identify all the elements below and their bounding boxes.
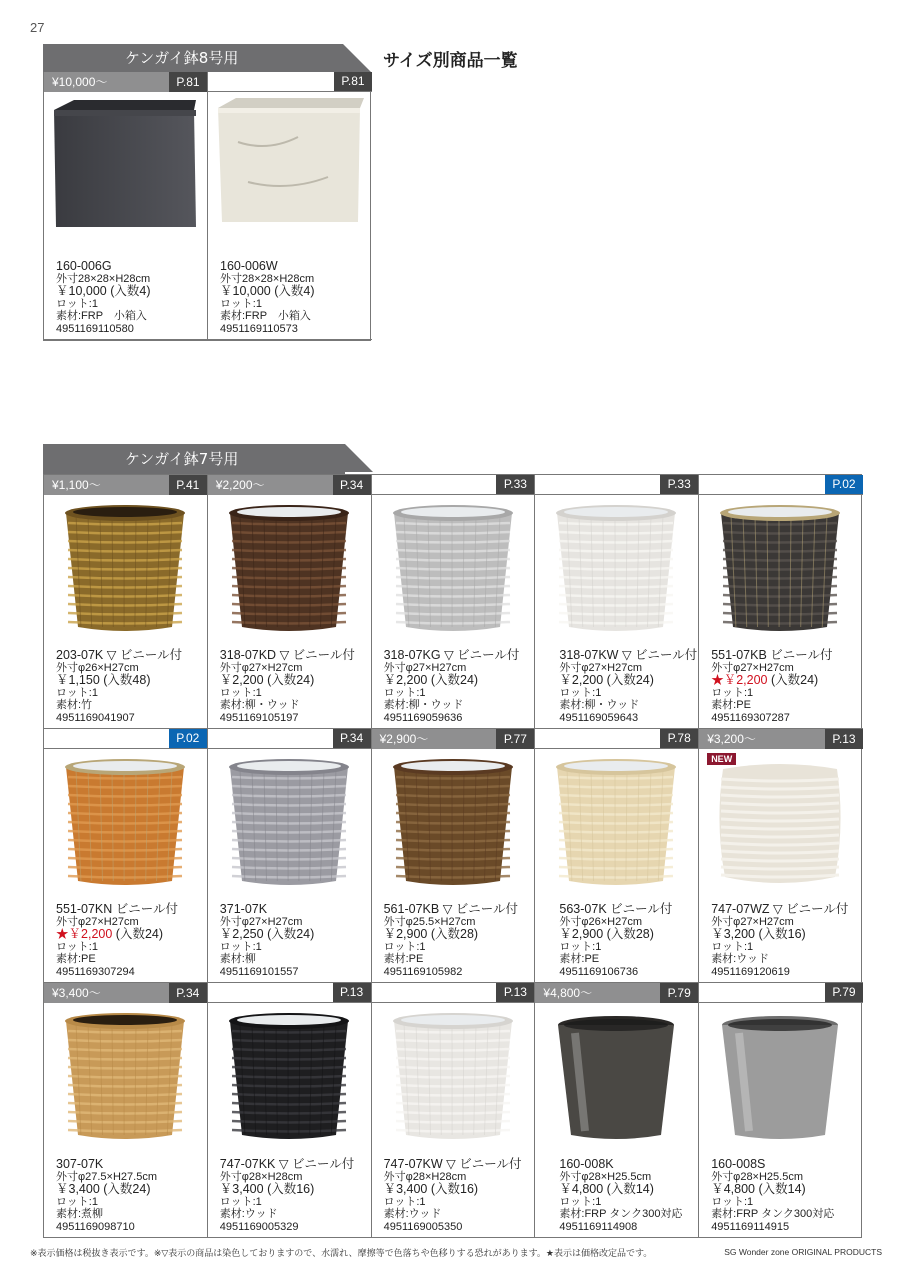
product-image	[44, 1003, 207, 1148]
product-card[interactable]: P.34 371-07K 外寸φ27×H27cm ￥2,250 (入数24) ロット:1 素材:柳 4951169101557	[208, 729, 372, 983]
footnote: ※表示価格は税抜き表示です。※▽表示の商品は染色しておりますので、水濡れ、摩擦等で色落ちや色移りする恐れがあります。★表示は価格改定品です。	[30, 1249, 653, 1259]
page-ref: P.02	[169, 729, 207, 748]
page-number: 27	[30, 20, 45, 35]
product-card[interactable]: ¥3,200～ P.13 NEW 747-07WZ ▽ ビニール付 外寸φ27×H27cm ￥3,200 (入数16) ロット:1 素材:ウッド 4951169120619	[699, 729, 863, 983]
section-size8	[43, 44, 371, 341]
price-range-bar	[699, 983, 863, 1003]
page-ref: P.81	[334, 72, 372, 91]
page-ref: P.13	[825, 729, 863, 749]
page-ref: P.77	[496, 729, 534, 749]
product-card[interactable]: P.13 747-07KK ▽ ビニール付 外寸φ28×H28cm ￥3,400 (入数16) ロット:1 素材:ウッド 4951169005329	[208, 983, 372, 1237]
revised-price-star: ★	[711, 673, 724, 687]
page-ref: P.79	[825, 983, 863, 1002]
price-range-bar: ¥3,400～ P.34	[44, 983, 207, 1003]
product-image	[44, 92, 207, 242]
product-image	[699, 495, 863, 640]
product-card[interactable]: ¥1,100～ P.41 203-07K ▽ ビニール付 外寸φ26×H27cm ￥1,150 (入数48) ロット:1 素材:竹 4951169041907	[44, 475, 208, 729]
price-range-bar: ¥1,100～ P.41	[44, 475, 207, 495]
page-ref: P.02	[825, 475, 863, 494]
page-ref: P.34	[169, 983, 207, 1003]
product-grid	[43, 474, 862, 1238]
brand-footer: SG Wonder zone ORIGINAL PRODUCTS	[724, 1247, 882, 1257]
revised-price-star: ★	[56, 927, 69, 941]
product-card[interactable]: P.81 160-006W 外寸28×28×H28cm ￥10,000 (入数4) ロット:1 素材:FRP 小箱入 4951169110573	[208, 72, 372, 340]
price-range-bar	[372, 983, 535, 1003]
product-image	[372, 749, 535, 894]
product-image	[44, 749, 207, 894]
product-card[interactable]: ¥3,400～ P.34 307-07K 外寸φ27.5×H27.5cm ￥3,400 (入数24) ロット:1 素材:煮柳 4951169098710	[44, 983, 208, 1237]
product-card[interactable]: ¥2,200～ P.34 318-07KD ▽ ビニール付 外寸φ27×H27cm ￥2,200 (入数24) ロット:1 素材:柳・ウッド 4951169105197	[208, 475, 372, 729]
page-ref: P.79	[660, 983, 698, 1003]
product-card[interactable]: ¥2,900～ P.77 561-07KB ▽ ビニール付 外寸φ25.5×H27cm ￥2,900 (入数28) ロット:1 素材:PE 4951169105982	[372, 729, 536, 983]
price-range-bar	[699, 475, 863, 495]
section-title: ケンガイ鉢8号用	[43, 44, 343, 72]
page-ref: P.78	[660, 729, 698, 748]
page-title: サイズ別商品一覧	[383, 51, 518, 71]
page-ref: P.34	[333, 729, 371, 748]
product-image	[208, 92, 372, 242]
product-card[interactable]: ¥10,000～ P.81 160-006G 外寸28×28×H28cm ￥10,000 (入数4) ロット:1 素材:FRP 小箱入 4951169110580	[44, 72, 208, 340]
product-image	[372, 1003, 535, 1148]
section-title: ケンガイ鉢7号用	[43, 444, 345, 474]
product-image	[535, 749, 698, 894]
price-range-bar: ¥2,200～ P.34	[208, 475, 371, 495]
product-image	[44, 495, 207, 640]
product-card[interactable]: P.13 747-07KW ▽ ビニール付 外寸φ28×H28cm ￥3,400 (入数16) ロット:1 素材:ウッド 4951169005350	[372, 983, 536, 1237]
product-card[interactable]: ¥4,800～ P.79 160-008K 外寸φ28×H25.5cm ￥4,800 (入数14) ロット:1 素材:FRP タンク300対応 4951169114908	[535, 983, 699, 1237]
product-image	[372, 495, 535, 640]
page-ref: P.33	[660, 475, 698, 494]
product-image	[208, 1003, 371, 1148]
section-size7	[43, 444, 862, 1238]
product-card[interactable]: P.78 563-07K ビニール付 外寸φ26×H27cm ￥2,900 (入数28) ロット:1 素材:PE 4951169106736	[535, 729, 699, 983]
page-ref: P.13	[333, 983, 371, 1002]
product-card[interactable]: P.33 318-07KW ▽ ビニール付 外寸φ27×H27cm ￥2,200 (入数24) ロット:1 素材:柳・ウッド 4951169059643	[535, 475, 699, 729]
product-image	[535, 1003, 698, 1148]
product-card[interactable]: P.79 160-008S 外寸φ28×H25.5cm ￥4,800 (入数14) ロット:1 素材:FRP タンク300対応 4951169114915	[699, 983, 863, 1237]
price-range-bar: ¥10,000～ P.81	[44, 72, 207, 92]
price-range-bar: ¥3,200～ P.13	[699, 729, 863, 749]
new-badge: NEW	[707, 753, 736, 765]
page-ref: P.41	[169, 475, 207, 495]
product-card[interactable]: P.33 318-07KG ▽ ビニール付 外寸φ27×H27cm ￥2,200 (入数24) ロット:1 素材:柳・ウッド 4951169059636	[372, 475, 536, 729]
price-range-bar	[372, 475, 535, 495]
page-ref: P.81	[169, 72, 207, 92]
product-card[interactable]: P.02 551-07KB ビニール付 外寸φ27×H27cm ★￥2,200 (入数24) ロット:1 素材:PE 4951169307287	[699, 475, 863, 729]
price-range-bar	[535, 475, 698, 495]
price-range-bar: ¥2,900～ P.77	[372, 729, 535, 749]
price-range-bar: ¥4,800～ P.79	[535, 983, 698, 1003]
product-image	[208, 495, 371, 640]
price-range-bar	[208, 729, 371, 749]
product-image	[208, 749, 371, 894]
page-ref: P.34	[333, 475, 371, 495]
price-range-bar	[535, 729, 698, 749]
page-ref: P.33	[496, 475, 534, 494]
price-range-bar	[208, 983, 371, 1003]
price-range-bar	[44, 729, 207, 749]
product-image	[535, 495, 698, 640]
product-image	[699, 1003, 863, 1148]
page-ref: P.13	[496, 983, 534, 1002]
price-range-bar	[208, 72, 372, 92]
product-image	[699, 749, 863, 894]
product-card[interactable]: P.02 551-07KN ビニール付 外寸φ27×H27cm ★￥2,200 (入数24) ロット:1 素材:PE 4951169307294	[44, 729, 208, 983]
